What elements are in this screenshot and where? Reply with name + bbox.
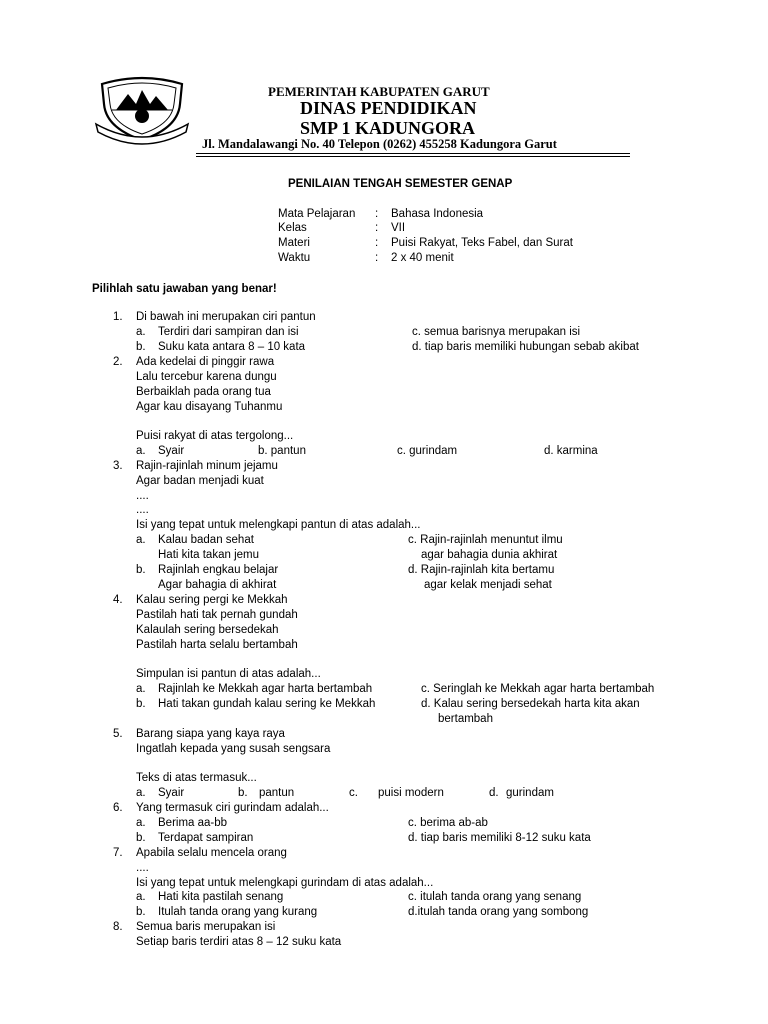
q4-line-4: Pastilah harta selalu bertambah [136,639,298,651]
header-rule-bottom [196,156,630,157]
q1-text: Di bawah ini merupakan ciri pantun [136,311,316,323]
q2-line-3: Berbaiklah pada orang tua [136,386,271,398]
q6-number: 6. [113,802,123,814]
q4-option-d-line-2: bertambah [438,713,493,725]
q5-option-b-letter: b. [238,787,248,799]
q6-text: Yang termasuk ciri gurindam adalah... [136,802,329,814]
q2-question: Puisi rakyat di atas tergolong... [136,430,294,442]
q5-option-d: gurindam [506,787,554,799]
info-time-label: Waktu [278,252,311,264]
q3-option-c-line-2: agar bahagia dunia akhirat [421,549,558,561]
q3-line-3: .... [136,490,149,502]
q5-option-c-letter: c. [349,787,358,799]
q3-option-b-line-2: Agar bahagia di akhirat [158,579,277,591]
info-material-value: Puisi Rakyat, Teks Fabel, dan Surat [391,237,573,249]
q7-line-2: .... [136,862,149,874]
info-subject-value: Bahasa Indonesia [391,208,484,220]
q6-option-b: Terdapat sampiran [158,832,254,844]
q3-line-1: Rajin-rajinlah minum jejamu [136,460,278,472]
q6-option-a: Berima aa-bb [158,817,228,829]
q3-option-a-line-2: Hati kita takan jemu [158,549,259,561]
q2-line-2: Lalu tercebur karena dungu [136,371,277,383]
info-material-label: Materi [278,237,310,249]
q5-option-a-letter: a. [136,787,146,799]
info-class-sep: : [375,222,379,234]
q8-line-2: Setiap baris terdiri atas 8 – 12 suku kata [136,936,342,948]
info-time-sep: : [375,252,379,264]
q8-number: 8. [113,921,123,933]
q5-option-b: pantun [259,787,295,799]
header-government: PEMERINTAH KABUPATEN GARUT [268,84,490,99]
q3-line-4: .... [136,504,149,516]
q3-option-a-letter: a. [136,534,146,546]
q2-option-c: c. gurindam [397,445,458,457]
q6-option-c: c. berima ab-ab [408,817,488,829]
q8-line-1: Semua baris merupakan isi [136,921,276,933]
q7-number: 7. [113,847,123,859]
q4-line-2: Pastilah hati tak pernah gundah [136,609,298,621]
q5-line-2: Ingatlah kepada yang susah sengsara [136,743,331,755]
q5-line-1: Barang siapa yang kaya raya [136,728,285,740]
q1-number: 1. [113,311,123,323]
q1-option-a: Terdiri dari sampiran dan isi [158,326,299,338]
q4-number: 4. [113,594,123,606]
q7-option-d: d.itulah tanda orang yang sombong [408,906,589,918]
q5-option-d-letter: d. [489,787,499,799]
q6-option-d: d. tiap baris memiliki 8-12 suku kata [408,832,591,844]
q4-option-b-letter: b. [136,698,146,710]
q7-option-a: Hati kita pastilah senang [158,891,284,903]
info-subject-label: Mata Pelajaran [278,208,356,220]
q4-option-c: c. Seringlah ke Mekkah agar harta bertambah [421,683,655,695]
garut-regency-emblem [94,74,190,146]
q1-option-c: c. semua barisnya merupakan isi [412,326,581,338]
q2-line-4: Agar kau disayang Tuhanmu [136,401,283,413]
q7-line-1: Apabila selalu mencela orang [136,847,287,859]
q6-option-b-letter: b. [136,832,146,844]
q2-option-d: d. karmina [544,445,598,457]
q4-option-d-line-1: d. Kalau sering bersedekah harta kita akan [421,698,640,710]
header-department: DINAS PENDIDIKAN [300,98,477,118]
q4-question: Simpulan isi pantun di atas adalah... [136,668,321,680]
q4-line-1: Kalau sering pergi ke Mekkah [136,594,288,606]
q5-option-c: puisi modern [378,787,444,799]
q2-option-a-letter: a. [136,445,146,457]
q6-option-a-letter: a. [136,817,146,829]
q5-number: 5. [113,728,123,740]
q7-question: Isi yang tepat untuk melengkapi gurindam di atas adalah... [136,877,434,889]
exam-title: PENILAIAN TENGAH SEMESTER GENAP [288,178,513,190]
q4-option-a: Rajinlah ke Mekkah agar harta bertambah [158,683,373,695]
q3-option-b-line-1: Rajinlah engkau belajar [158,564,279,576]
q5-question: Teks di atas termasuk... [136,772,257,784]
q1-option-d: d. tiap baris memiliki hubungan sebab akibat [412,341,639,353]
q2-option-a: Syair [158,445,185,457]
q3-option-b-letter: b. [136,564,146,576]
q3-line-2: Agar badan menjadi kuat [136,475,264,487]
info-material-sep: : [375,237,379,249]
info-subject-sep: : [375,208,379,220]
q7-option-c: c. itulah tanda orang yang senang [408,891,582,903]
info-time-value: 2 x 40 menit [391,252,454,264]
q2-number: 2. [113,356,123,368]
info-class-value: VII [391,222,406,234]
q7-option-b-letter: b. [136,906,146,918]
info-class-label: Kelas [278,222,307,234]
q4-option-a-letter: a. [136,683,146,695]
instruction: Pilihlah satu jawaban yang benar! [92,283,277,295]
q3-question: Isi yang tepat untuk melengkapi pantun di atas adalah... [136,519,421,531]
header-rule-top [196,153,630,154]
q3-option-a-line-1: Kalau badan sehat [158,534,254,546]
q2-line-1: Ada kedelai di pinggir rawa [136,356,275,368]
q2-option-b: b. pantun [258,445,306,457]
q5-option-a: Syair [158,787,185,799]
q7-option-b: Itulah tanda orang yang kurang [158,906,318,918]
q4-line-3: Kalaulah sering bersedekah [136,624,279,636]
q3-option-d-line-1: d. Rajin-rajinlah kita bertamu [408,564,555,576]
q7-option-a-letter: a. [136,891,146,903]
q1-option-b-letter: b. [136,341,146,353]
header-school: SMP 1 KADUNGORA [300,118,475,138]
q4-option-b: Hati takan gundah kalau sering ke Mekkah [158,698,376,710]
q3-option-c-line-1: c. Rajin-rajinlah menuntut ilmu [408,534,563,546]
q1-option-a-letter: a. [136,326,146,338]
q1-option-b: Suku kata antara 8 – 10 kata [158,341,306,353]
q3-option-d-line-2: agar kelak menjadi sehat [424,579,552,591]
header-address: Jl. Mandalawangi No. 40 Telepon (0262) 455258 Kadungora Garut [202,137,557,151]
q3-number: 3. [113,460,123,472]
